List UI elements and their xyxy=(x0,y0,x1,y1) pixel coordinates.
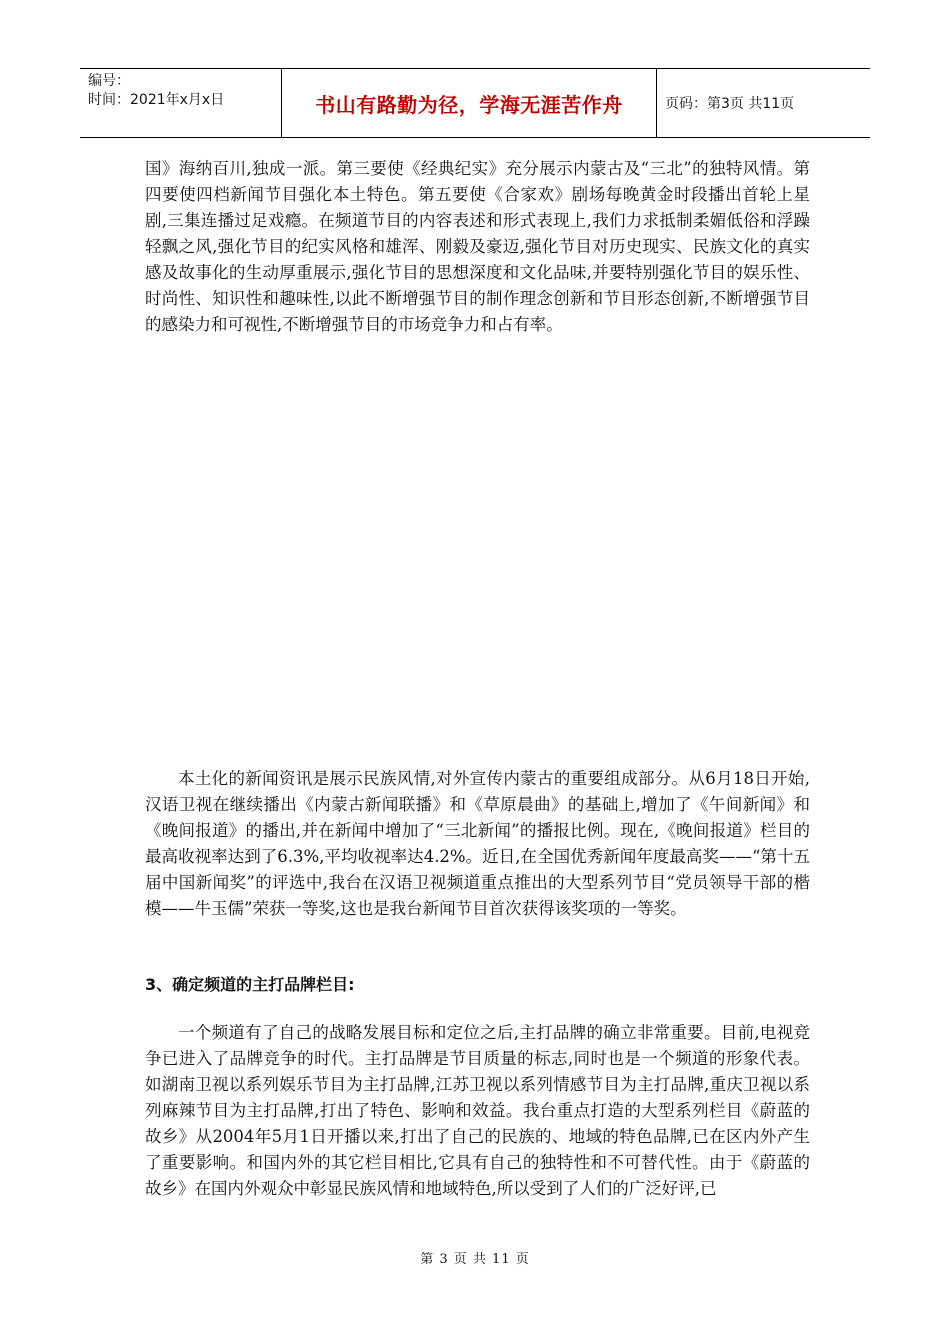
page-footer: 第 3 页 共 11 页 xyxy=(420,1252,530,1267)
document-number-label: 编号： xyxy=(88,73,130,89)
header-meta xyxy=(80,69,282,137)
paragraph-news: 本土化的新闻资讯是展示民族风情,对外宣传内蒙古的重要组成部分。从6月18日开始,汉语卫视在继续播出《内蒙古新闻联播》和《草原晨曲》的基础上,增加了《午间新闻》和《晚间报道》的播出,并在新闻中增加了“三北新闻”的播报比例。现在,《晚间报道》栏目的最高收视率达到了6.3%,平均收视率达4.2%。近日,在全国优秀新闻年度最高奖——“第十五届中国新闻奖”的评选中,我台在汉语卫视频道重点推出的大型系列节目“党员领导干部的楷模——牛玉儒”荣获一等奖,这也是我台新闻节目首次获得该奖项的一等奖。 xyxy=(145,769,810,918)
paragraph-continuation: 国》海纳百川,独成一派。第三要使《经典纪实》充分展示内蒙古及“三北”的独特风情。第四要使四档新闻节目强化本土特色。第五要使《合家欢》剧场每晚黄金时段播出首轮上星剧,三集连播过足戏瘾。在频道节目的内容表述和形式表现上,我们力求抵制柔媚低俗和浮躁轻飘之风,强化节目的纪实风格和雄浑、刚毅及豪迈,强化节目对历史现实、民族文化的真实感及故事化的生动厚重展示,强化节目的思想深度和文化品味,并要特别强化节目的娱乐性、时尚性、知识性和趣味性,以此不断增强节目的制作理念创新和节目形态创新,不断增强节目的感染力和可视性,不断增强节目的市场竞争力和占有率。 xyxy=(145,159,810,334)
header-page-info: 页码：第3页 共11页 xyxy=(665,96,795,112)
section-heading: 3、确定频道的主打品牌栏目: xyxy=(145,975,355,994)
body-block-2 xyxy=(145,766,810,922)
paragraph-brand: 一个频道有了自己的战略发展目标和定位之后,主打品牌的确立非常重要。目前,电视竞争已进入了品牌竞争的时代。主打品牌是节目质量的标志,同时也是一个频道的形象代表。如湖南卫视以系列娱乐节目为主打品牌,江苏卫视以系列情感节目为主打品牌,重庆卫视以系列麻辣节目为主打品牌,打出了特色、影响和效益。我台重点打造的大型系列栏目《蔚蓝的故乡》从2004年5月1日开播以来,打出了自己的民族的、地域的特色品牌,已在区内外产生了重要影响。和国内外的其它栏目相比,它具有自己的独特性和不可替代性。由于《蔚蓝的故乡》在国内外观众中彰显民族风情和地域特色,所以受到了人们的广泛好评,已 xyxy=(145,1023,810,1198)
document-date-label: 时间：2021年x月x日 xyxy=(88,92,225,108)
body-block-1 xyxy=(145,156,810,338)
body-block-3 xyxy=(145,1020,810,1202)
header-motto: 书山有路勤为径，学海无涯苦作舟 xyxy=(282,69,657,137)
page-header xyxy=(80,68,870,138)
